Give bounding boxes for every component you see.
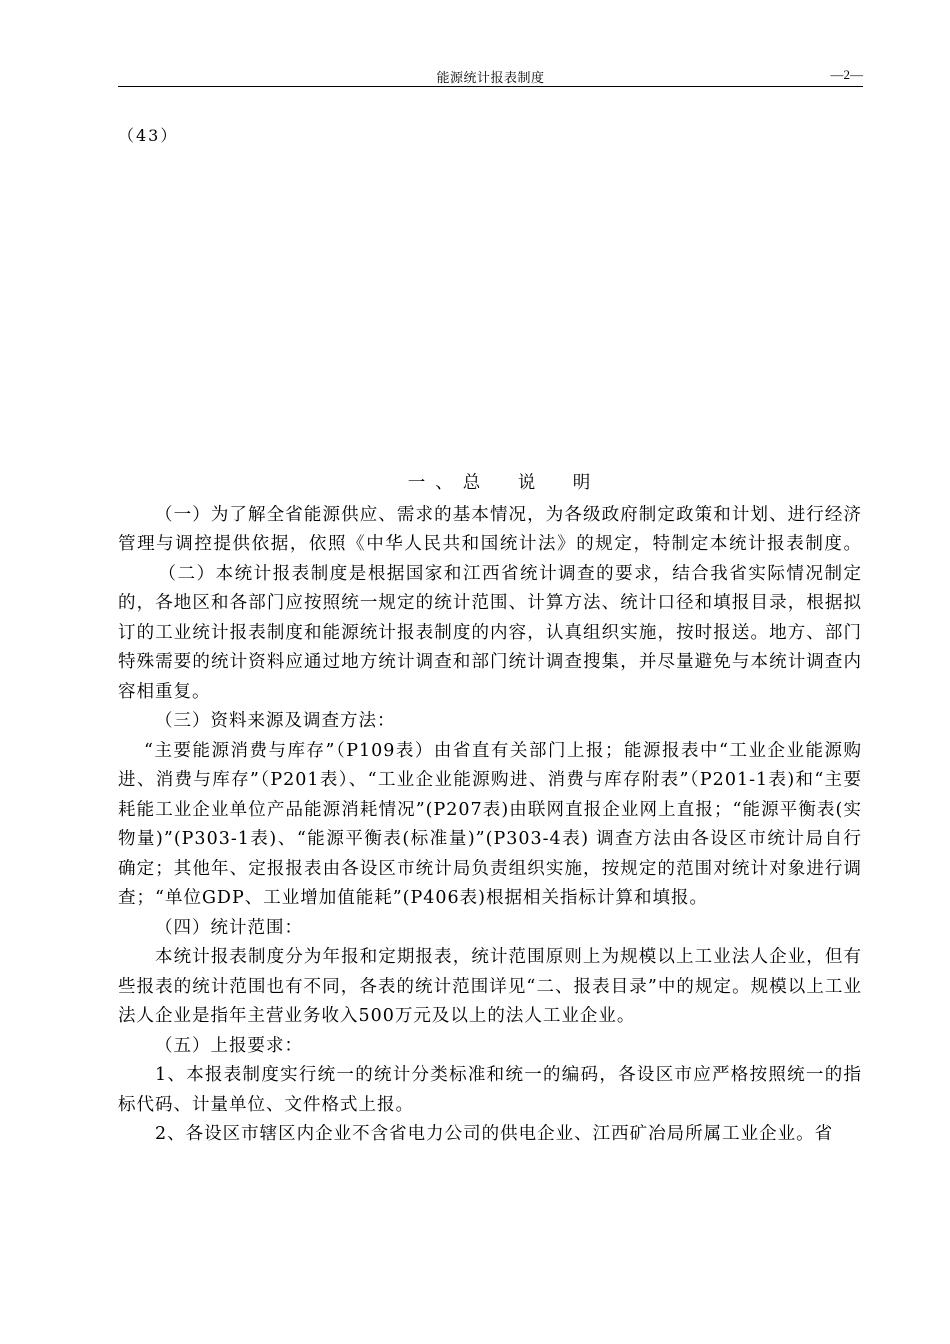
heading-scope: （四）统计范围： [155,917,303,938]
document-body [118,469,862,1150]
header-title: 能源统计报表制度 [436,71,545,86]
heading-data-source: （三）资料来源及调查方法： [155,711,396,731]
paragraph-purpose [118,501,862,708]
paragraph-data-source: “主要能源消费与库存”（P109表）由省直有关部门上报；能源报表中“工业企业能源购进、消费与库存”（P201表）、“工业企业能源购进、消费与库存附表”（P201-1表)和“主要耗能工业企业单位产品能源消耗情况”(P207表)由联网直报企业网上直报；“能源平衡表(实物量)”(P303-1表)、“能源平衡表(标准量)”(P303-4表) 调查方法由各设区市统计局自行确定；其他年、定报报表由各设区市统计局负责组织实施，按规定的范围对统计对象进行调查；“单位GDP、工业增加值能耗”(P406表)根据相关指标计算和填报。 [118,740,862,908]
paragraph-basis-text: （二）本统计报表制度是根据国家和江西省统计调查的要求，结合我省实际情况制定的，各地区和各部门应按照统一规定的统计范围、计算方法、统计口径和填报目录，根据拟订的工业统计报表制度和能源统计报表制度的内容，认真组织实施，按时报送。地方、部门特殊需要的统计资料应通过地方统计调查和部门统计调查搜集，并尽量避免与本统计调查内容相重复。 [118,563,862,702]
header-page-number: —2— [830,67,863,82]
paragraph-reporting-item-2: 2、各设区市辖区内企业不含省电力公司的供电企业、江西矿冶局所属工业企业。省 [155,1124,834,1144]
section-heading: 一、总 说 明 [407,473,601,493]
serial-number: （43） [118,126,179,145]
page-header [118,66,863,87]
paragraph-reporting-item-1: 1、本报表制度实行统一的统计分类标准和统一的编码，各设区市应严格按照统一的指标代码、计量单位、文件格式上报。 [118,1065,862,1115]
paragraph-scope: 本统计报表制度分为年报和定期报表，统计范围原则上为规模以上工业法人企业，但有些报表的统计范围也有不同，各表的统计范围详见“二、报表目录”中的规定。规模以上工业法人企业是指年主营业务收入500万元及以上的法人工业企业。 [118,947,862,1026]
heading-reporting: （五）上报要求： [155,1035,303,1056]
paragraph-purpose-text: （一）为了解全省能源供应、需求的基本情况，为各级政府制定政策和计划、进行经济管理与调控提供依据，依照《中华人民共和国统计法》的规定，特制定本统计报表制度。 [118,504,862,554]
